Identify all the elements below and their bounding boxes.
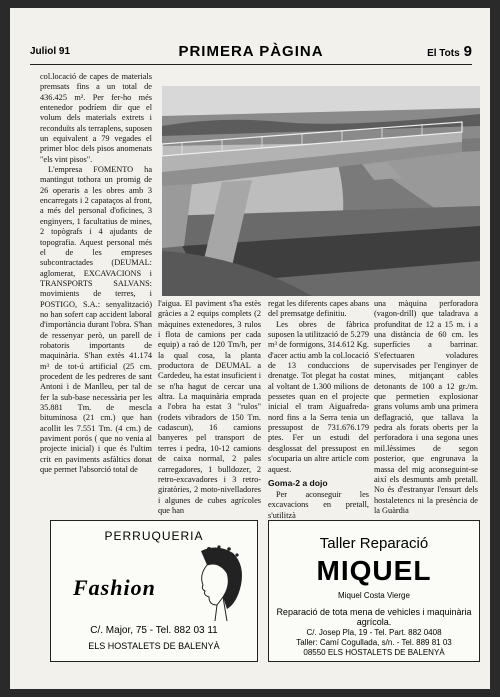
paragraph: L'empresa FOMENTO ha mantingut tothora un promig de 26 operaris a les obres amb 3 encarregats i 2 capataços al front, a més del personal d'oficines, 3 enginyers, 1 facultatius de mines, 2 topògrafs i 4 ajudants de topografia. Aquest personal més el de les empreses subcontractades (DEUMAL: aglomerat, EXCAVACIONS i TRANSPORTS SALVANS: movimients de terres, i POSTIGO, S.A.: senyalització) no han sofert cap accident laboral d'importància durant l'obra. S'han de ressenyar però, un parell de robatoris importants de maquinària. S'han extès 41.174 m³ de tot-ú artificial (25 cm. procedent de les pedreres de sant Antoni i de Manlleu, per tal de fer la sub-base necessària per les 35.881 Tm. de mescla bituminosa (21 cm.) que han acollit les 7.551 Tm. (4 cm.) de paviment porós ( que no venia al projecte inicial) i que és l'ultim crit en paviments asfàltics donat que permet l'absorció total de [40,165,152,475]
ad-owner: Miquel Costa Vierge [338,591,410,600]
publication-name [427,43,472,60]
woman-profile-illustration [187,545,247,623]
section-title: PRIMERA PÀGINA [178,43,324,60]
page-header [30,42,472,65]
ad-address: C/. Josep Pla, 19 - Tel. Part. 882 0408 [306,628,442,637]
paragraph: col.locació de capes de materials premsats fins a un total de 436.425 m². Per fer-ho més entenedor podríem dir que el volum dels materials extrets i reconduïts als terraplens, suposen un equivalent a 79 vegades el primer bloc dels pisos anomenats "els vint pisos". [40,72,152,164]
issue-date: Juliol 91 [30,46,71,57]
article-column-2 [158,299,261,515]
hairdresser-ad [50,520,258,662]
ad-town: ELS HOSTALETS DE BALENYÀ [88,641,220,651]
paragraph: Per aconseguir les excavacions en pretall, s'utilitzà [268,489,369,520]
ad-description: Reparació de tota mena de vehicles i maquinària agrícola. [276,607,472,627]
ad-address: C/. Major, 75 - Tel. 882 03 11 [90,625,218,636]
ad-brand-name: Fashion [73,575,156,600]
article-column-1 [40,72,152,506]
ad-workshop-address: Taller: Camí Cogulladа, s/n. - Tel. 889 81 03 [296,638,452,647]
ad-town: 08550 ELS HOSTALETS DE BALENYÀ [303,648,445,657]
paragraph: l'aigua. El paviment s'ha estès gràcies a 2 equips complets (2 màquines extenedores, 3 rulos i flota de camions per cada equip) a raó de 120 Tm/h, per la qual cosa, la planta productora de DEUMAL a Cardedeu, ha estat insuficient i se n'ha hagut de cercar una altra. La maquinària emprada a l'obra ha estat 3 "rulos" (rodets vibradors de 150 Tm. cadascun), 16 camions banyeres pel transport de terres i pedra, 10-12 camions de caixa normal, 2 pales carregadores, 1 bulldozer, 2 retro-excavadores i 3 retro-giratòries, 2 moto-nivelladores i algunes de cubes agrícoles que han [158,299,261,515]
ad-brand-name: MIQUEL [316,555,432,586]
paragraph: una màquina perforadora (vagon-drill) que taladrava a profunditat de 12 a 15 m. i a una distància de 60 cm. les superfícies a barrinar. S'efectuaren voladures supervisades per l'enginyer de mines, mitjançant cables detonants de 100 a 12 gr./m. que permetien explosionar grans volums amb una primera deflagració, que tallava la pedra als forats oberts per la perforadora i una segona unes mil.lèssimes de segon posterior, que engrunava la massa del mig aconseguint-se així els desmunts amb pretall. No és d'estranyar l'ensurt dels hostaletencs ni la presència de la Guàrdia [374,299,478,515]
bridge-image [162,86,480,296]
paragraph: Les obres de fàbrica suposen la utilització de 5.279 m³ de formigons, 314.612 Kg. d'acer actiu amb la col.locació de 13 conduccions de drenatge. Tot plegat ha costat al voltant de 1.300 milions de pessetes quan en el projecte inicial el tram Aiguafreda-nord fins a la Serra tenia un pressupost de 731.676.179 ptes. Fer un estudi del desglossat del pressupost en s'ocuparia un altre article com aquest. [268,319,369,474]
magazine-page [10,8,490,689]
viaduct-photo [162,86,480,296]
page-number: 9 [463,43,472,60]
paragraph: regat les diferents capes abans del premsatge definitiu. [268,299,369,319]
subheading: Goma-2 a dojo [268,477,328,488]
article-column-3 [268,299,369,520]
ad-title: PERRUQUERIA [104,529,204,543]
publication-label: El Tots [427,48,460,59]
ad-title: Taller Reparació [319,535,429,552]
article-column-4 [374,299,478,515]
mechanic-workshop-ad [268,520,480,662]
